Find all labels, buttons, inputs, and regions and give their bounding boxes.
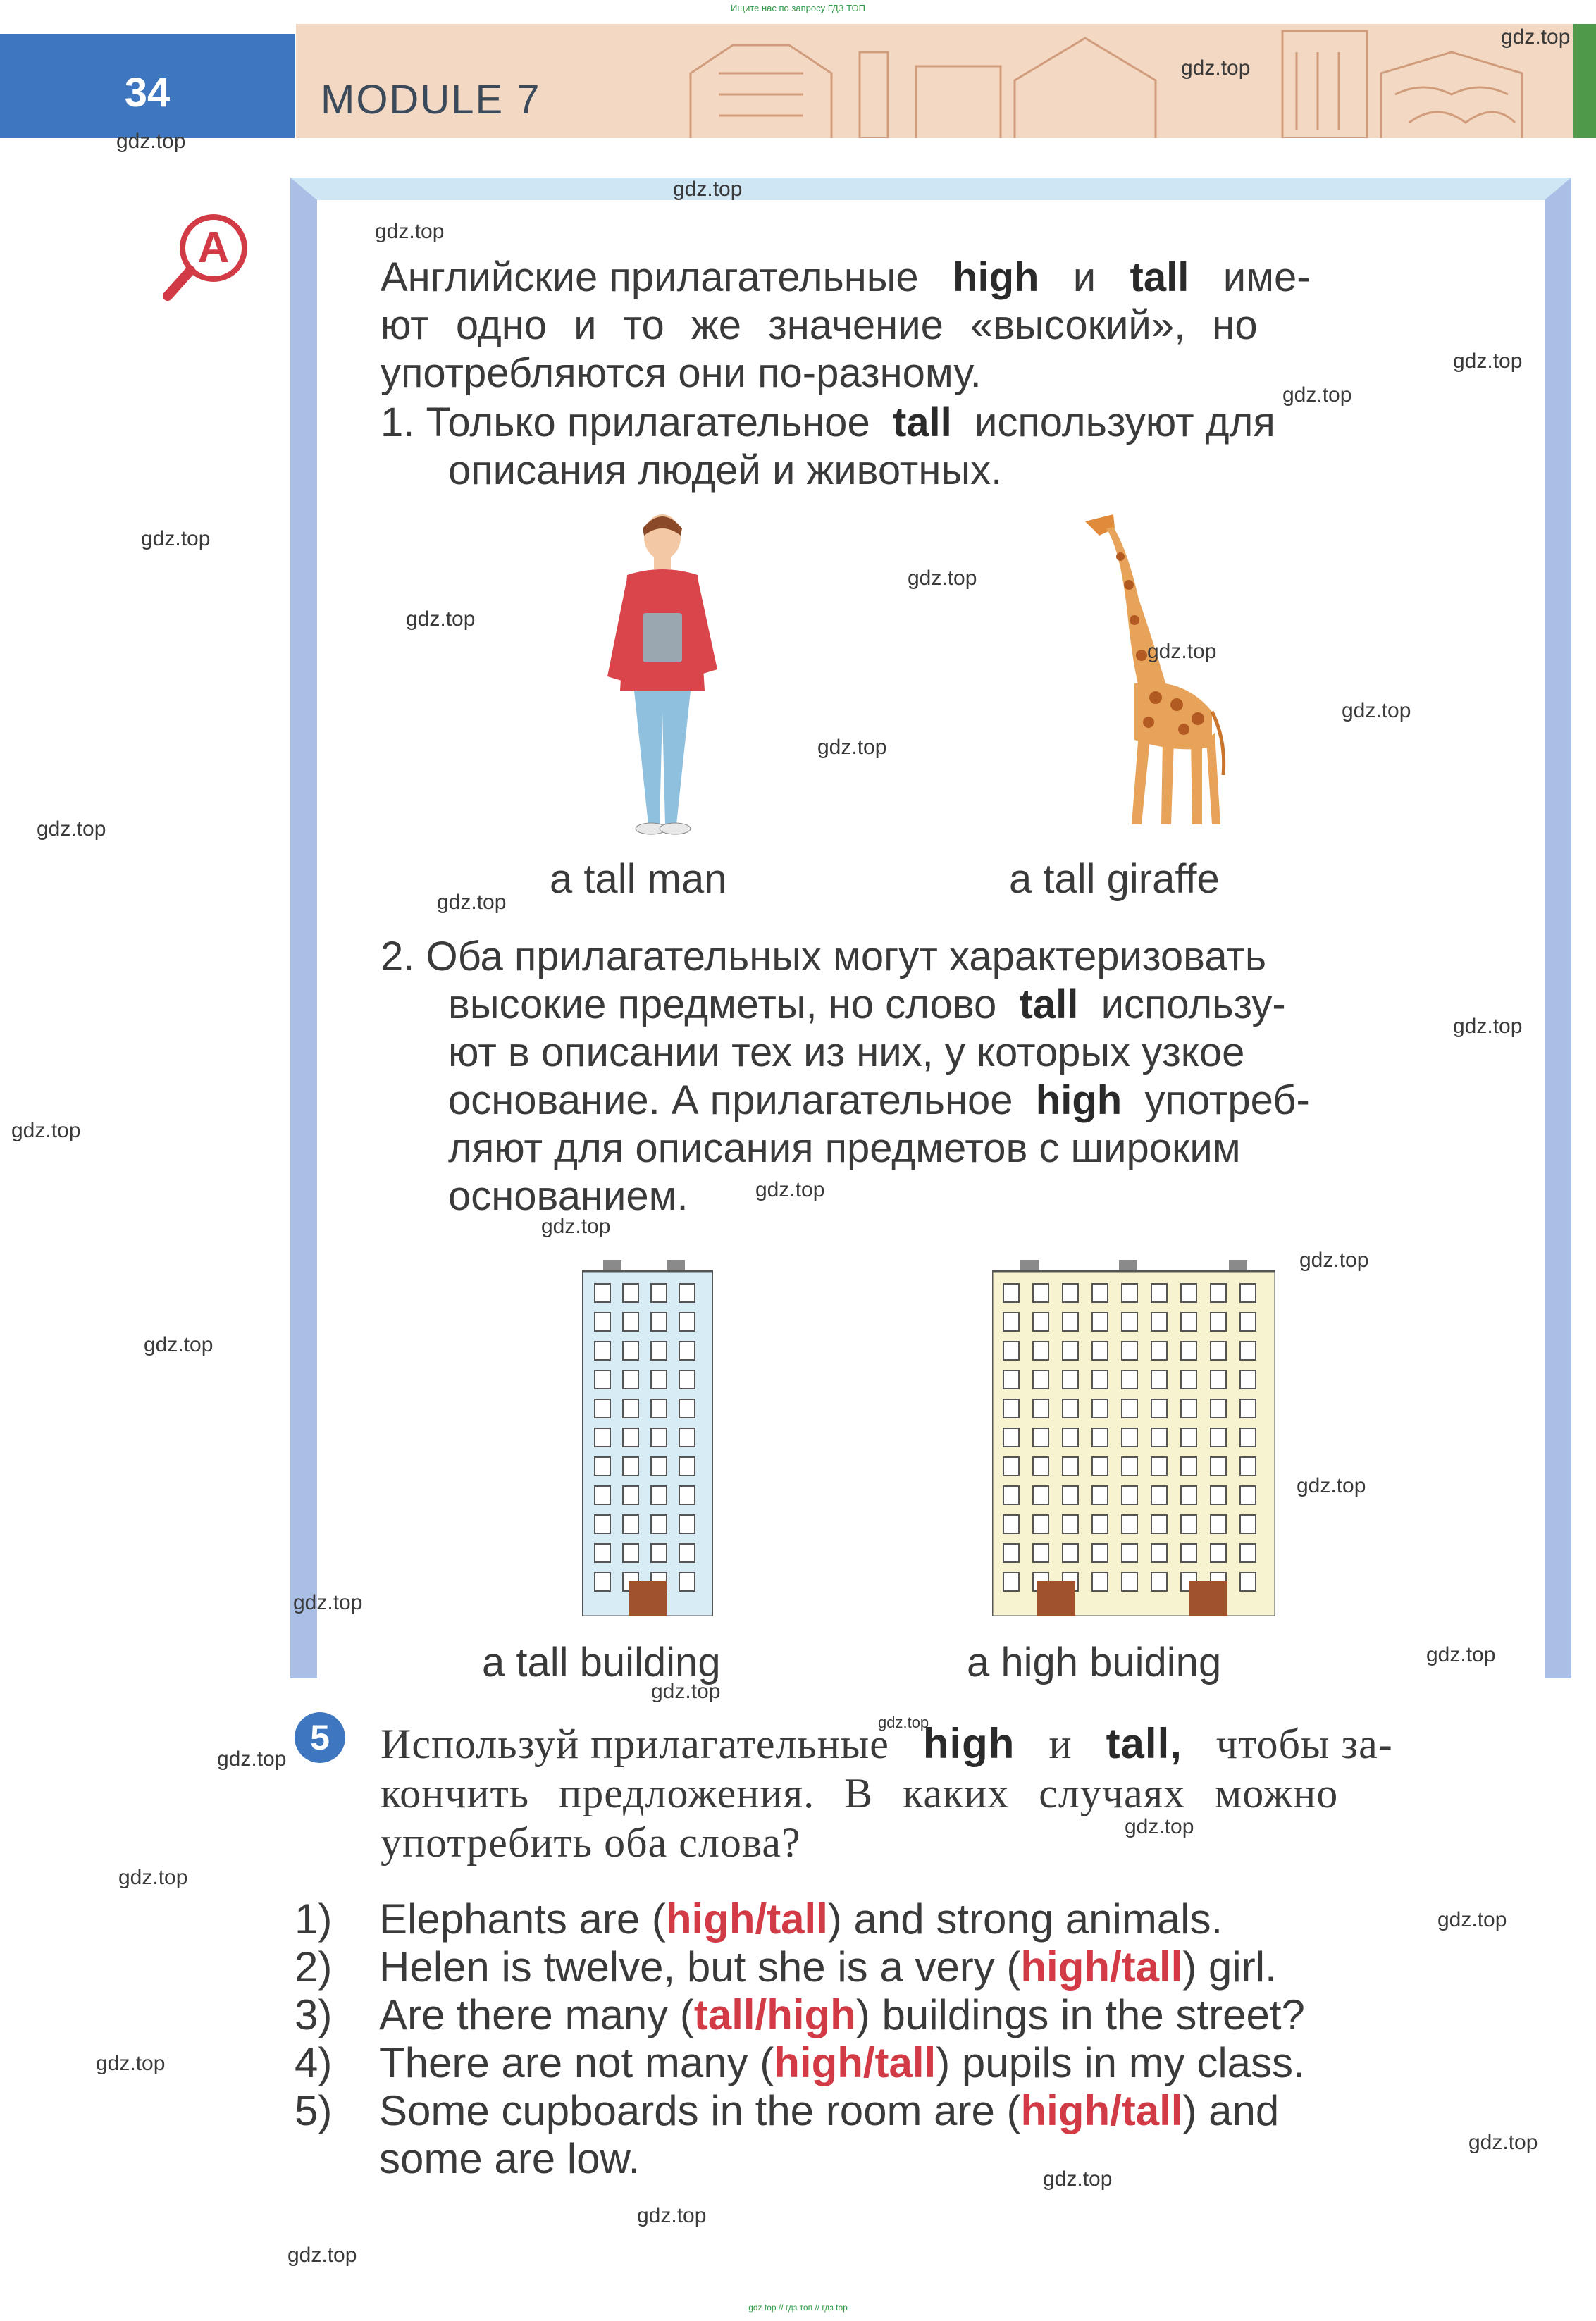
building-window bbox=[1211, 1515, 1226, 1533]
watermark: gdz.top bbox=[118, 1866, 188, 1889]
svg-text:A: A bbox=[197, 223, 230, 272]
building-window bbox=[1151, 1486, 1167, 1504]
point2-line-2: высокие предметы, но слово tall использу- bbox=[448, 982, 1286, 1027]
building-window bbox=[651, 1428, 667, 1447]
intro-line-2: ют одно и то же значение «высокий», но bbox=[381, 302, 1258, 348]
building-window bbox=[1092, 1457, 1108, 1475]
building-window bbox=[1122, 1313, 1137, 1331]
watermark: gdz.top bbox=[406, 607, 476, 631]
building-window bbox=[1151, 1342, 1167, 1360]
word-high: high bbox=[1035, 1077, 1122, 1123]
building-window bbox=[1063, 1544, 1078, 1562]
building-window bbox=[595, 1284, 610, 1302]
building-window bbox=[651, 1370, 667, 1389]
building-window bbox=[623, 1486, 638, 1504]
building-window bbox=[1092, 1284, 1108, 1302]
building-window bbox=[1003, 1515, 1019, 1533]
watermark: gdz.top bbox=[755, 1178, 825, 1201]
building-window bbox=[1211, 1284, 1226, 1302]
building-window bbox=[1122, 1544, 1137, 1562]
point2-line-5: ляют для описания предметов с широким bbox=[448, 1125, 1241, 1171]
watermark: gdz.top bbox=[116, 130, 186, 153]
watermark: gdz.top bbox=[144, 1333, 214, 1356]
exercise-sentence-5: 5) Some cupboards in the room are (high/tall) and bbox=[295, 2087, 1280, 2134]
building-window bbox=[1151, 1573, 1167, 1591]
option-high-tall: high/tall bbox=[774, 2039, 936, 2086]
point2-line-3: ют в описании тех из них, у которых узкое bbox=[448, 1029, 1245, 1075]
watermark: gdz.top bbox=[1426, 1643, 1496, 1666]
building-window bbox=[1092, 1486, 1108, 1504]
building-window bbox=[1063, 1370, 1078, 1389]
watermark: gdz.top bbox=[908, 567, 977, 590]
building-window bbox=[1181, 1544, 1196, 1562]
building-window bbox=[1033, 1342, 1048, 1360]
building-window bbox=[1211, 1399, 1226, 1418]
building-window bbox=[1003, 1370, 1019, 1389]
exercise-sentence-2: 2) Helen is twelve, but she is a very (high/tall) girl. bbox=[295, 1943, 1277, 1991]
building-window bbox=[1211, 1342, 1226, 1360]
tall-building-illustration bbox=[582, 1260, 713, 1616]
building-window bbox=[1033, 1284, 1048, 1302]
building-window bbox=[1092, 1544, 1108, 1562]
watermark: gdz.top bbox=[637, 2204, 707, 2227]
building-window bbox=[1181, 1284, 1196, 1302]
word-tall: tall bbox=[1019, 982, 1079, 1027]
building-window bbox=[651, 1313, 667, 1331]
building-window bbox=[623, 1284, 638, 1302]
building-window bbox=[1092, 1370, 1108, 1389]
exercise-instruction-line-2: кончить предложения. В каких случаях можно bbox=[381, 1770, 1339, 1816]
building-window bbox=[1151, 1370, 1167, 1389]
tall-giraffe-illustration bbox=[1071, 507, 1240, 838]
word-tall: tall, bbox=[1106, 1720, 1182, 1767]
building-window bbox=[1181, 1313, 1196, 1331]
building-window bbox=[679, 1515, 695, 1533]
building-window bbox=[679, 1457, 695, 1475]
building-window bbox=[1181, 1342, 1196, 1360]
watermark: gdz.top bbox=[375, 220, 445, 243]
building-window bbox=[679, 1370, 695, 1389]
intro-line-1: Английские прилагательные high и tall име- bbox=[381, 254, 1311, 300]
watermark: gdz.top bbox=[437, 891, 507, 914]
building-window bbox=[623, 1342, 638, 1360]
option-high-tall: high/tall bbox=[665, 1895, 828, 1943]
exercise-sentence-4: 4) There are not many (high/tall) pupils in my class. bbox=[295, 2039, 1305, 2086]
caption-tall-man: a tall man bbox=[550, 856, 727, 902]
building-window bbox=[1033, 1457, 1048, 1475]
building-window bbox=[1240, 1342, 1256, 1360]
building-window bbox=[1063, 1457, 1078, 1475]
exercise-sentence-1: 1) Elephants are (high/tall) and strong animals. bbox=[295, 1895, 1223, 1943]
building-window bbox=[1211, 1544, 1226, 1562]
watermark: gdz.top bbox=[287, 2243, 357, 2267]
watermark: gdz.top bbox=[1282, 383, 1352, 407]
building-window bbox=[623, 1457, 638, 1475]
building-window bbox=[1240, 1313, 1256, 1331]
watermark: gdz.top bbox=[673, 178, 743, 201]
building-window bbox=[623, 1428, 638, 1447]
watermark: gdz.top bbox=[1342, 699, 1411, 722]
building-window bbox=[1240, 1515, 1256, 1533]
building-window bbox=[1211, 1313, 1226, 1331]
building-window bbox=[595, 1515, 610, 1533]
watermark: gdz.top bbox=[11, 1119, 81, 1142]
bottom-note: gdz top // гдз топ // гдз top bbox=[748, 2303, 848, 2313]
watermark: gdz.top bbox=[37, 817, 106, 841]
building-window bbox=[1181, 1515, 1196, 1533]
building-window bbox=[595, 1457, 610, 1475]
building-window bbox=[1003, 1313, 1019, 1331]
building-window bbox=[1122, 1515, 1137, 1533]
building-window bbox=[1151, 1457, 1167, 1475]
building-window bbox=[1181, 1457, 1196, 1475]
building-window bbox=[679, 1544, 695, 1562]
building-window bbox=[1240, 1370, 1256, 1389]
building-window bbox=[623, 1370, 638, 1389]
building-window bbox=[1240, 1457, 1256, 1475]
watermark: gdz.top bbox=[1468, 2131, 1538, 2154]
building-window bbox=[1092, 1573, 1108, 1591]
building-window bbox=[651, 1399, 667, 1418]
building-window bbox=[1151, 1515, 1167, 1533]
exercise-number-badge: 5 bbox=[295, 1712, 345, 1763]
watermark: gdz.top bbox=[1437, 1908, 1507, 1931]
building-window bbox=[651, 1486, 667, 1504]
building-window bbox=[1003, 1342, 1019, 1360]
building-window bbox=[1003, 1428, 1019, 1447]
building-window bbox=[595, 1544, 610, 1562]
header-green-stripe bbox=[1573, 24, 1596, 138]
building-window bbox=[1063, 1313, 1078, 1331]
building-window bbox=[1003, 1486, 1019, 1504]
watermark: gdz.top bbox=[1125, 1815, 1194, 1838]
watermark: gdz.top bbox=[1297, 1474, 1366, 1497]
building-window bbox=[1003, 1284, 1019, 1302]
building-window bbox=[1092, 1399, 1108, 1418]
building-window bbox=[1122, 1573, 1137, 1591]
building-window bbox=[651, 1544, 667, 1562]
intro-line-3: употребляются они по-разному. bbox=[381, 350, 982, 396]
building-window bbox=[1151, 1313, 1167, 1331]
watermark: gdz.top bbox=[293, 1591, 363, 1614]
option-tall-high: tall/high bbox=[693, 1991, 856, 2038]
point1-line-1: 1. Только прилагательное tall используют для bbox=[381, 400, 1275, 445]
watermark: gdz.top bbox=[1147, 640, 1217, 663]
building-window bbox=[679, 1399, 695, 1418]
building-window bbox=[1122, 1457, 1137, 1475]
word-tall: tall bbox=[892, 400, 952, 445]
building-window bbox=[1063, 1342, 1078, 1360]
module-title: MODULE 7 bbox=[321, 77, 541, 123]
building-window bbox=[651, 1342, 667, 1360]
point2-line-6: основанием. bbox=[448, 1173, 688, 1219]
watermark: gdz.top bbox=[1299, 1249, 1369, 1272]
building-window bbox=[1003, 1544, 1019, 1562]
building-window bbox=[595, 1313, 610, 1331]
building-window bbox=[623, 1515, 638, 1533]
building-window bbox=[1122, 1399, 1137, 1418]
building-window bbox=[1240, 1428, 1256, 1447]
building-window bbox=[623, 1544, 638, 1562]
building-window bbox=[1211, 1370, 1226, 1389]
grammar-magnifier-icon bbox=[161, 211, 252, 303]
watermark: gdz.top bbox=[817, 736, 887, 759]
building-window bbox=[595, 1428, 610, 1447]
point2-line-1: 2. Оба прилагательных могут характеризовать bbox=[381, 934, 1267, 979]
point2-line-4: основание. А прилагательное high употреб- bbox=[448, 1077, 1310, 1123]
building-window bbox=[651, 1515, 667, 1533]
building-window bbox=[1033, 1370, 1048, 1389]
building-window bbox=[1063, 1486, 1078, 1504]
word-high: high bbox=[922, 1720, 1015, 1767]
building-window bbox=[595, 1370, 610, 1389]
building-window bbox=[595, 1573, 610, 1591]
building-window bbox=[595, 1486, 610, 1504]
watermark: gdz.top bbox=[878, 1714, 929, 1731]
watermark: gdz.top bbox=[651, 1680, 721, 1703]
watermark: gdz.top bbox=[96, 2052, 166, 2075]
building-window bbox=[1033, 1515, 1048, 1533]
building-window bbox=[1181, 1486, 1196, 1504]
high-building-illustration bbox=[992, 1260, 1275, 1616]
building-window bbox=[1211, 1486, 1226, 1504]
exercise-sentence-5-continued: some are low. bbox=[379, 2135, 641, 2182]
building-window bbox=[1151, 1284, 1167, 1302]
point1-line-2: описания людей и животных. bbox=[448, 447, 1003, 493]
building-window bbox=[1092, 1515, 1108, 1533]
building-window bbox=[651, 1457, 667, 1475]
building-window bbox=[1122, 1284, 1137, 1302]
building-window bbox=[1181, 1399, 1196, 1418]
building-window bbox=[679, 1428, 695, 1447]
watermark: gdz.top bbox=[1453, 1015, 1523, 1038]
exercise-instruction-line-1: Используй прилагательные high и tall, чтобы за- bbox=[381, 1720, 1393, 1767]
building-window bbox=[1033, 1399, 1048, 1418]
page-number: 34 bbox=[124, 70, 171, 116]
building-window bbox=[1122, 1342, 1137, 1360]
watermark: gdz.top bbox=[217, 1747, 287, 1771]
building-window bbox=[1063, 1428, 1078, 1447]
word-tall: tall bbox=[1130, 254, 1189, 300]
building-window bbox=[1003, 1457, 1019, 1475]
building-window bbox=[1033, 1486, 1048, 1504]
building-window bbox=[1211, 1457, 1226, 1475]
watermark: gdz.top bbox=[1043, 2167, 1113, 2191]
building-window bbox=[1240, 1544, 1256, 1562]
building-window bbox=[1092, 1342, 1108, 1360]
watermark: gdz.top bbox=[141, 527, 211, 550]
watermark: gdz.top bbox=[1181, 56, 1251, 80]
tall-man-illustration bbox=[592, 507, 733, 838]
building-window bbox=[1092, 1428, 1108, 1447]
exercise-instruction-line-3: употребить оба слова? bbox=[381, 1819, 801, 1866]
building-window bbox=[595, 1342, 610, 1360]
building-window bbox=[1181, 1428, 1196, 1447]
building-window bbox=[1122, 1428, 1137, 1447]
watermark: gdz.top bbox=[1453, 349, 1523, 373]
building-window bbox=[1240, 1284, 1256, 1302]
building-window bbox=[679, 1486, 695, 1504]
building-window bbox=[1033, 1428, 1048, 1447]
building-window bbox=[623, 1313, 638, 1331]
building-window bbox=[595, 1399, 610, 1418]
building-window bbox=[1211, 1428, 1226, 1447]
building-window bbox=[1033, 1313, 1048, 1331]
building-window bbox=[1033, 1544, 1048, 1562]
building-window bbox=[1240, 1486, 1256, 1504]
watermark: gdz.top bbox=[541, 1215, 611, 1238]
building-window bbox=[1003, 1573, 1019, 1591]
building-window bbox=[1122, 1370, 1137, 1389]
building-window bbox=[1240, 1573, 1256, 1591]
building-window bbox=[623, 1399, 638, 1418]
option-high-tall: high/tall bbox=[1020, 2087, 1183, 2134]
option-high-tall: high/tall bbox=[1020, 1943, 1183, 1991]
building-window bbox=[679, 1342, 695, 1360]
building-window bbox=[1063, 1515, 1078, 1533]
caption-high-building: a high buiding bbox=[967, 1640, 1222, 1685]
building-window bbox=[1151, 1428, 1167, 1447]
building-window bbox=[1092, 1313, 1108, 1331]
building-window bbox=[679, 1284, 695, 1302]
caption-tall-giraffe: a tall giraffe bbox=[1009, 856, 1220, 902]
top-note: Ищите нас по запросу ГДЗ ТОП bbox=[731, 3, 865, 13]
building-window bbox=[679, 1313, 695, 1331]
building-window bbox=[1122, 1486, 1137, 1504]
building-window bbox=[1063, 1284, 1078, 1302]
building-window bbox=[679, 1573, 695, 1591]
watermark: gdz.top bbox=[1501, 25, 1571, 49]
caption-tall-building: a tall building bbox=[482, 1640, 721, 1685]
building-window bbox=[1181, 1370, 1196, 1389]
building-window bbox=[1151, 1399, 1167, 1418]
building-window bbox=[1151, 1544, 1167, 1562]
building-window bbox=[651, 1284, 667, 1302]
word-high: high bbox=[953, 254, 1039, 300]
exercise-sentence-3: 3) Are there many (tall/high) buildings in the street? bbox=[295, 1991, 1305, 2038]
building-window bbox=[1063, 1399, 1078, 1418]
building-window bbox=[1003, 1399, 1019, 1418]
building-window bbox=[1240, 1399, 1256, 1418]
